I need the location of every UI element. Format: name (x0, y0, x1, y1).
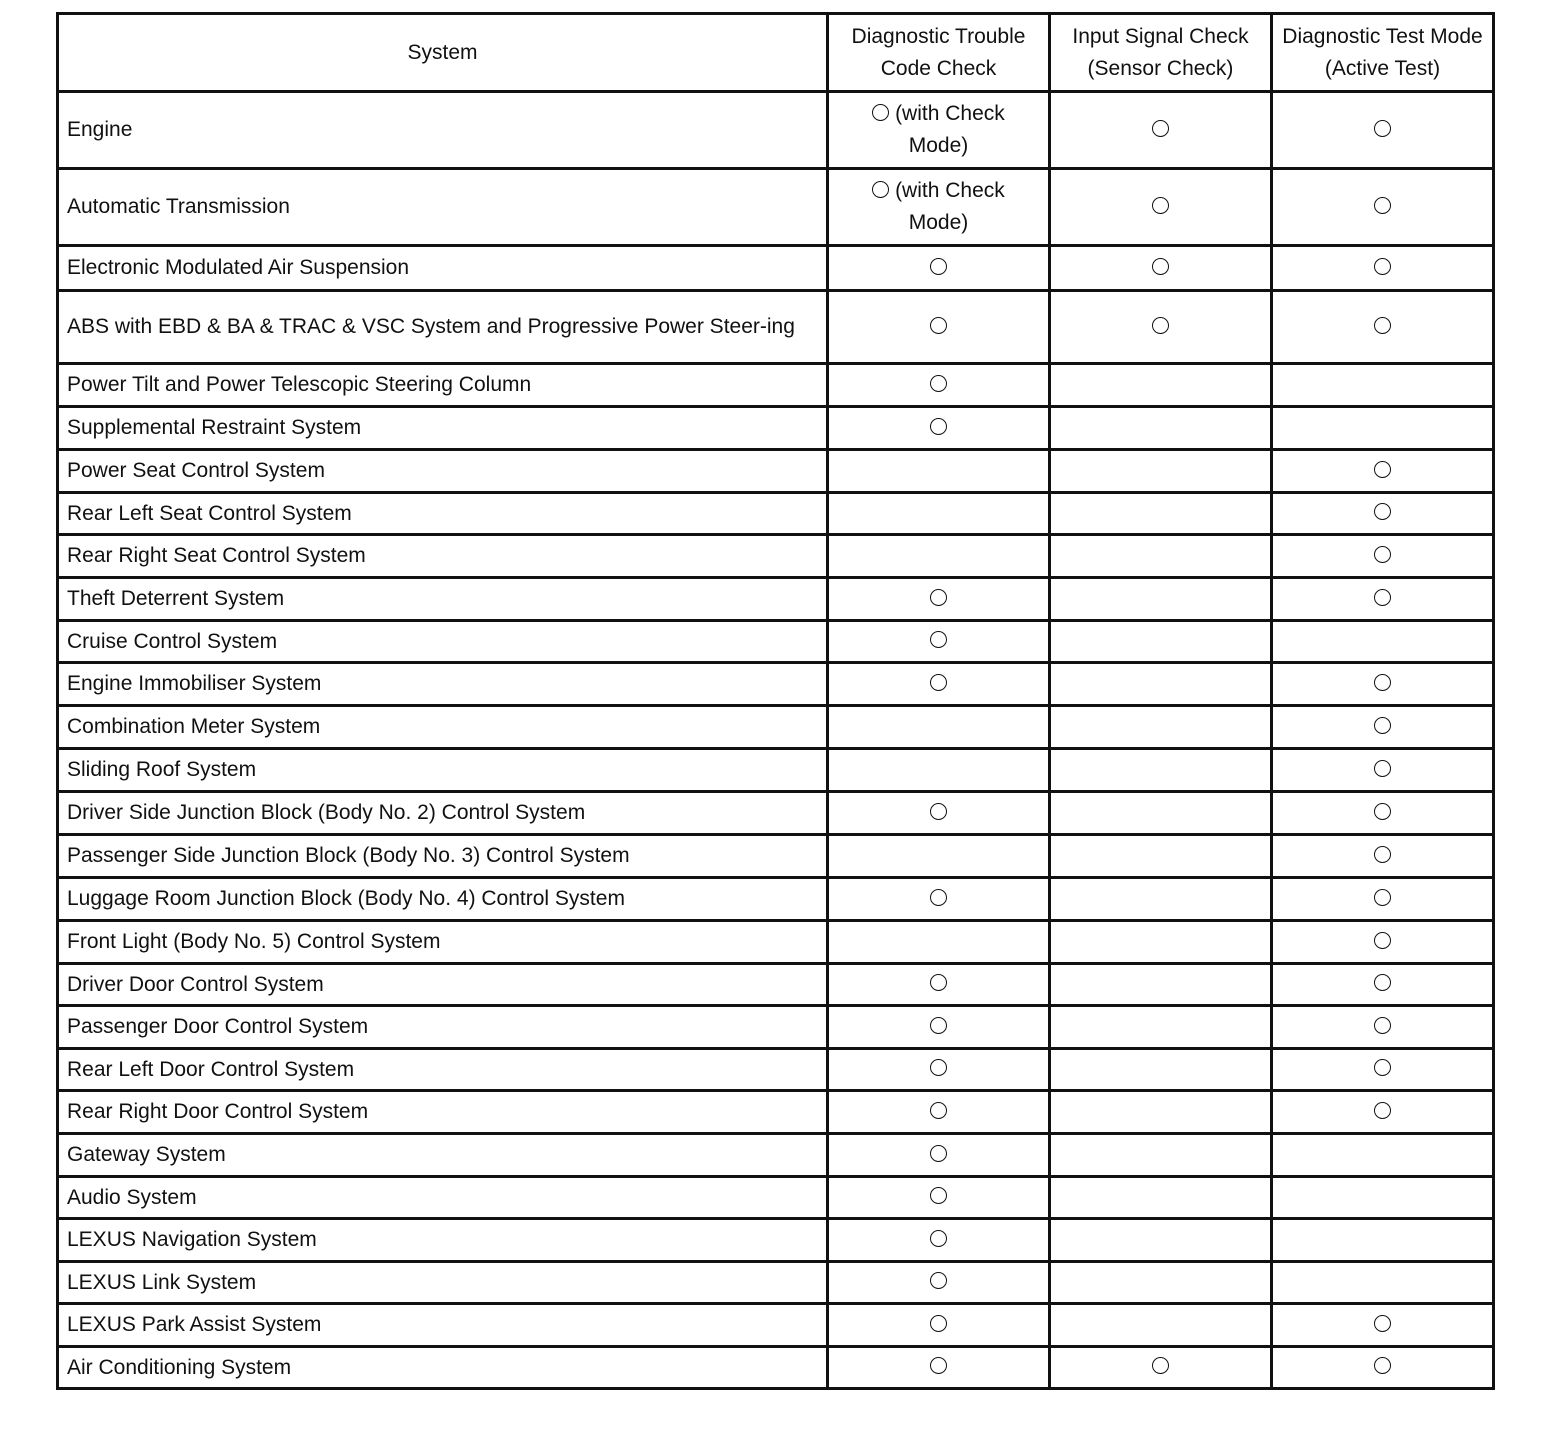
circle-mark-icon (1374, 846, 1391, 863)
circle-mark-icon (930, 1357, 947, 1374)
system-name-cell: Gateway System (58, 1134, 828, 1177)
circle-mark-icon (930, 418, 947, 435)
input-cell (1050, 835, 1272, 878)
system-name-cell: Luggage Room Junction Block (Body No. 4) Control System (58, 878, 828, 921)
table-row (58, 921, 1494, 964)
circle-mark-icon (1374, 461, 1391, 478)
table-row (58, 1134, 1494, 1177)
active-cell (1272, 964, 1494, 1006)
circle-mark-icon (1374, 974, 1391, 991)
circle-mark-icon (1374, 889, 1391, 906)
circle-mark-icon (1374, 760, 1391, 777)
circle-mark-icon (1152, 120, 1169, 137)
table-row (58, 1219, 1494, 1262)
active-mark (1374, 498, 1391, 530)
input-cell (1050, 621, 1272, 663)
input-cell (1050, 578, 1272, 621)
active-cell (1272, 92, 1494, 169)
dtc-mark (930, 583, 947, 615)
dtc-mark (930, 1352, 947, 1384)
circle-mark-icon (930, 1272, 947, 1289)
dtc-mark (859, 98, 1019, 162)
circle-mark-icon (1374, 803, 1391, 820)
dtc-cell (828, 792, 1050, 835)
dtc-mark (930, 626, 947, 658)
dtc-cell (828, 1006, 1050, 1049)
active-mark (1374, 191, 1391, 223)
active-mark (1374, 114, 1391, 146)
circle-mark-icon (1374, 1017, 1391, 1034)
dtc-cell (828, 1091, 1050, 1134)
table-row (58, 878, 1494, 921)
dtc-mark (930, 252, 947, 284)
circle-mark-icon (930, 1145, 947, 1162)
dtc-cell (828, 921, 1050, 964)
dtc-cell (828, 1304, 1050, 1347)
dtc-cell (828, 964, 1050, 1006)
input-cell (1050, 450, 1272, 493)
system-name-cell: Combination Meter System (58, 706, 828, 749)
input-cell (1050, 706, 1272, 749)
table-row (58, 835, 1494, 878)
dtc-cell (828, 291, 1050, 364)
system-name-cell: Power Seat Control System (58, 450, 828, 493)
active-mark (1374, 926, 1391, 958)
circle-mark-icon (1374, 1102, 1391, 1119)
circle-mark-icon (930, 1230, 947, 1247)
system-name-cell: Supplemental Restraint System (58, 407, 828, 450)
active-cell (1272, 621, 1494, 663)
table-row (58, 663, 1494, 706)
diagnostic-function-table-container (56, 12, 1495, 1390)
system-name-cell: LEXUS Navigation System (58, 1219, 828, 1262)
active-cell (1272, 1091, 1494, 1134)
table-row (58, 621, 1494, 663)
input-cell (1050, 169, 1272, 246)
active-mark (1374, 883, 1391, 915)
header-system: System (58, 14, 828, 92)
circle-mark-icon (1374, 1059, 1391, 1076)
active-mark (1374, 668, 1391, 700)
active-mark (1374, 311, 1391, 343)
circle-mark-icon (930, 375, 947, 392)
dtc-cell (828, 878, 1050, 921)
circle-mark-icon (930, 974, 947, 991)
input-cell (1050, 92, 1272, 169)
table-row (58, 169, 1494, 246)
table-row (58, 964, 1494, 1006)
system-name-cell: Cruise Control System (58, 621, 828, 663)
dtc-cell (828, 706, 1050, 749)
active-cell (1272, 1304, 1494, 1347)
table-row (58, 1091, 1494, 1134)
input-cell (1050, 535, 1272, 578)
active-cell (1272, 407, 1494, 450)
dtc-mark (859, 175, 1019, 239)
input-cell (1050, 1219, 1272, 1262)
dtc-mark (930, 883, 947, 915)
input-cell (1050, 921, 1272, 964)
table-row (58, 1304, 1494, 1347)
table-row (58, 92, 1494, 169)
active-mark (1374, 1096, 1391, 1128)
dtc-cell (828, 749, 1050, 792)
dtc-mark (930, 1182, 947, 1214)
circle-mark-icon (930, 589, 947, 606)
check-mode-note: (with Check Mode) (895, 179, 1005, 234)
circle-mark-icon (930, 258, 947, 275)
header-row (58, 14, 1494, 92)
system-name-cell: Rear Left Door Control System (58, 1049, 828, 1091)
input-mark (1152, 1352, 1169, 1384)
active-cell (1272, 749, 1494, 792)
dtc-cell (828, 578, 1050, 621)
input-mark (1152, 191, 1169, 223)
system-name-cell: Audio System (58, 1177, 828, 1219)
active-mark (1374, 1309, 1391, 1341)
system-name-cell: Driver Side Junction Block (Body No. 2) Control System (58, 792, 828, 835)
system-name-cell: Engine Immobiliser System (58, 663, 828, 706)
active-mark (1374, 711, 1391, 743)
input-cell (1050, 407, 1272, 450)
active-mark (1374, 1011, 1391, 1043)
dtc-mark (930, 1096, 947, 1128)
dtc-mark (930, 369, 947, 401)
input-cell (1050, 246, 1272, 291)
table-row (58, 493, 1494, 535)
active-cell (1272, 291, 1494, 364)
table-row (58, 246, 1494, 291)
table-row (58, 450, 1494, 493)
system-name-cell: Driver Door Control System (58, 964, 828, 1006)
active-mark (1374, 797, 1391, 829)
table-row (58, 1006, 1494, 1049)
dtc-cell (828, 493, 1050, 535)
dtc-mark (930, 1224, 947, 1256)
input-cell (1050, 1304, 1272, 1347)
dtc-cell (828, 1134, 1050, 1177)
input-cell (1050, 493, 1272, 535)
table-row (58, 407, 1494, 450)
circle-mark-icon (1374, 317, 1391, 334)
dtc-cell (828, 1219, 1050, 1262)
input-mark (1152, 114, 1169, 146)
dtc-cell (828, 621, 1050, 663)
dtc-mark (930, 1139, 947, 1171)
circle-mark-icon (930, 1017, 947, 1034)
circle-mark-icon (1374, 546, 1391, 563)
header-active-test: Diagnostic Test Mode (Active Test) (1272, 14, 1494, 92)
table-row (58, 749, 1494, 792)
dtc-cell (828, 169, 1050, 246)
input-cell (1050, 1262, 1272, 1304)
system-name-cell: LEXUS Link System (58, 1262, 828, 1304)
active-cell (1272, 921, 1494, 964)
table-row (58, 1177, 1494, 1219)
active-mark (1374, 540, 1391, 572)
circle-mark-icon (1152, 317, 1169, 334)
active-cell (1272, 578, 1494, 621)
circle-mark-icon (1374, 197, 1391, 214)
circle-mark-icon (1374, 589, 1391, 606)
diagnostic-function-table (56, 12, 1495, 1390)
dtc-cell (828, 1347, 1050, 1389)
system-name-cell: Engine (58, 92, 828, 169)
active-mark (1374, 583, 1391, 615)
table-row (58, 1049, 1494, 1091)
dtc-cell (828, 1177, 1050, 1219)
input-cell (1050, 291, 1272, 364)
circle-mark-icon (1374, 1315, 1391, 1332)
active-cell (1272, 835, 1494, 878)
active-mark (1374, 455, 1391, 487)
circle-mark-icon (930, 631, 947, 648)
input-cell (1050, 1177, 1272, 1219)
system-name-cell: ABS with EBD & BA & TRAC & VSC System and Progressive Power Steer-ing (58, 291, 828, 364)
dtc-cell (828, 246, 1050, 291)
circle-mark-icon (1374, 674, 1391, 691)
circle-mark-icon (872, 104, 889, 121)
input-cell (1050, 1049, 1272, 1091)
dtc-mark (930, 412, 947, 444)
header-input-signal-check: Input Signal Check (Sensor Check) (1050, 14, 1272, 92)
system-name-cell: Electronic Modulated Air Suspension (58, 246, 828, 291)
active-cell (1272, 450, 1494, 493)
active-cell (1272, 706, 1494, 749)
dtc-cell (828, 364, 1050, 407)
dtc-cell (828, 1049, 1050, 1091)
circle-mark-icon (1374, 503, 1391, 520)
circle-mark-icon (930, 674, 947, 691)
active-cell (1272, 493, 1494, 535)
active-cell (1272, 663, 1494, 706)
input-cell (1050, 1347, 1272, 1389)
circle-mark-icon (930, 1315, 947, 1332)
circle-mark-icon (1374, 120, 1391, 137)
active-mark (1374, 252, 1391, 284)
input-mark (1152, 311, 1169, 343)
circle-mark-icon (930, 803, 947, 820)
system-name-cell: Passenger Door Control System (58, 1006, 828, 1049)
dtc-mark (930, 668, 947, 700)
active-cell (1272, 1219, 1494, 1262)
table-row (58, 291, 1494, 364)
circle-mark-icon (1152, 197, 1169, 214)
active-cell (1272, 535, 1494, 578)
dtc-mark (930, 1011, 947, 1043)
dtc-mark (930, 311, 947, 343)
active-mark (1374, 1054, 1391, 1086)
table-row (58, 364, 1494, 407)
dtc-mark (930, 1054, 947, 1086)
circle-mark-icon (930, 1059, 947, 1076)
table-row (58, 792, 1494, 835)
dtc-cell (828, 835, 1050, 878)
circle-mark-icon (1152, 258, 1169, 275)
input-cell (1050, 792, 1272, 835)
input-cell (1050, 964, 1272, 1006)
dtc-cell (828, 1262, 1050, 1304)
table-row (58, 1347, 1494, 1389)
active-cell (1272, 169, 1494, 246)
check-mode-note: (with Check Mode) (895, 102, 1005, 157)
active-cell (1272, 1347, 1494, 1389)
active-cell (1272, 246, 1494, 291)
circle-mark-icon (930, 1102, 947, 1119)
active-cell (1272, 1262, 1494, 1304)
active-mark (1374, 840, 1391, 872)
input-cell (1050, 749, 1272, 792)
circle-mark-icon (930, 317, 947, 334)
dtc-cell (828, 92, 1050, 169)
active-cell (1272, 878, 1494, 921)
active-cell (1272, 1177, 1494, 1219)
circle-mark-icon (930, 1187, 947, 1204)
dtc-mark (930, 1309, 947, 1341)
table-row (58, 535, 1494, 578)
circle-mark-icon (1374, 1357, 1391, 1374)
header-dtc-check: Diagnostic Trouble Code Check (828, 14, 1050, 92)
dtc-mark (930, 969, 947, 1001)
active-cell (1272, 1006, 1494, 1049)
input-cell (1050, 1134, 1272, 1177)
table-body (58, 92, 1494, 1389)
active-mark (1374, 754, 1391, 786)
system-name-cell: Air Conditioning System (58, 1347, 828, 1389)
circle-mark-icon (1152, 1357, 1169, 1374)
input-cell (1050, 1091, 1272, 1134)
active-cell (1272, 364, 1494, 407)
dtc-cell (828, 535, 1050, 578)
dtc-cell (828, 407, 1050, 450)
circle-mark-icon (872, 181, 889, 198)
system-name-cell: Sliding Roof System (58, 749, 828, 792)
system-name-cell: Passenger Side Junction Block (Body No. 3) Control System (58, 835, 828, 878)
circle-mark-icon (1374, 932, 1391, 949)
circle-mark-icon (1374, 258, 1391, 275)
dtc-mark (930, 1267, 947, 1299)
active-mark (1374, 1352, 1391, 1384)
dtc-cell (828, 450, 1050, 493)
system-name-cell: LEXUS Park Assist System (58, 1304, 828, 1347)
input-cell (1050, 364, 1272, 407)
dtc-mark (930, 797, 947, 829)
active-cell (1272, 1049, 1494, 1091)
active-cell (1272, 792, 1494, 835)
system-name-cell: Front Light (Body No. 5) Control System (58, 921, 828, 964)
input-cell (1050, 663, 1272, 706)
system-name-cell: Power Tilt and Power Telescopic Steering Column (58, 364, 828, 407)
system-name-cell: Rear Left Seat Control System (58, 493, 828, 535)
system-name-cell: Automatic Transmission (58, 169, 828, 246)
circle-mark-icon (930, 889, 947, 906)
active-mark (1374, 969, 1391, 1001)
table-row (58, 578, 1494, 621)
table-row (58, 706, 1494, 749)
dtc-cell (828, 663, 1050, 706)
system-name-cell: Rear Right Seat Control System (58, 535, 828, 578)
system-name-cell: Theft Deterrent System (58, 578, 828, 621)
active-cell (1272, 1134, 1494, 1177)
system-name-cell: Rear Right Door Control System (58, 1091, 828, 1134)
input-mark (1152, 252, 1169, 284)
table-row (58, 1262, 1494, 1304)
input-cell (1050, 878, 1272, 921)
circle-mark-icon (1374, 717, 1391, 734)
input-cell (1050, 1006, 1272, 1049)
